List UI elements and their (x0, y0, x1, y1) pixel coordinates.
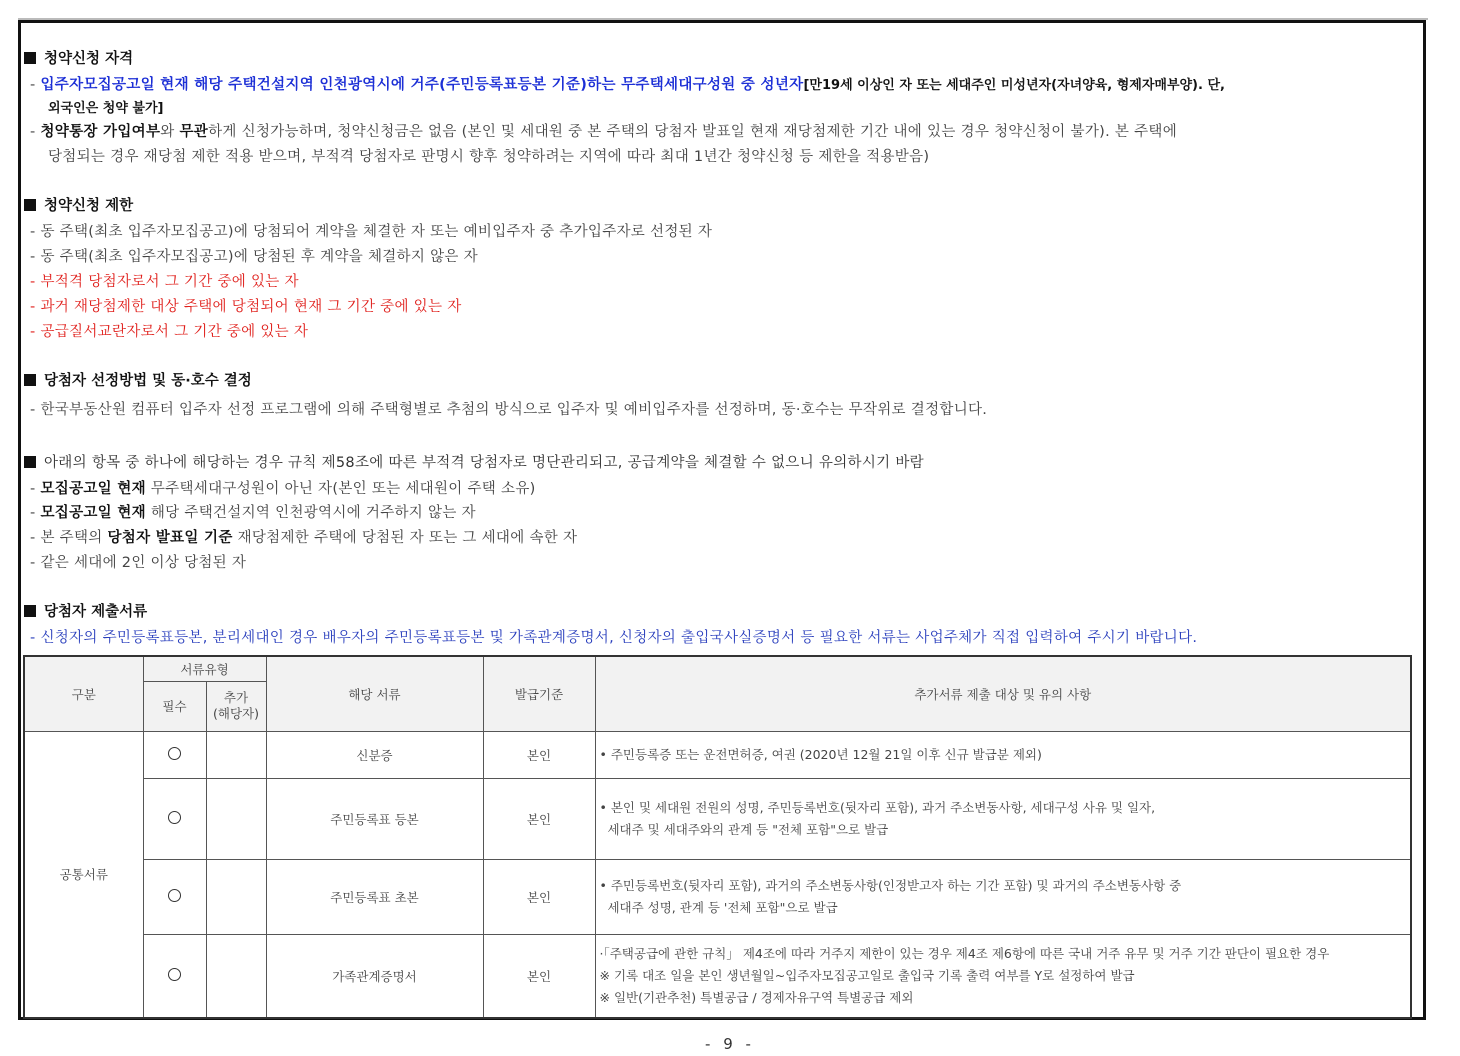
ineligible-item: - 같은 세대에 2인 이상 당첨된 자 (30, 555, 247, 571)
documents-text: - 신청자의 주민등록표등본, 분리세대인 경우 배우자의 주민등록표등본 및 가족관계증명서, 신청자의 출입국사실증명서 등 필요한 서류는 사업주체가 직접 입력하여 주시기 바랍니다. (30, 630, 1198, 646)
required-mark (143, 934, 206, 1018)
square-bullet-icon (24, 374, 36, 386)
circle-mark-icon (168, 889, 181, 902)
square-bullet-icon (24, 456, 36, 468)
documents-heading: 당첨자 제출서류 (24, 600, 147, 621)
header-additional: 추가 (해당자) (206, 681, 266, 731)
restriction-item: - 동 주택(최초 입주자모집공고)에 당첨되어 계약을 체결한 자 또는 예비입주자 중 추가입주자로 선정된 자 (30, 224, 713, 240)
header-notes: 추가서류 제출 대상 및 유의 사항 (595, 656, 1411, 731)
additional-cell (206, 778, 266, 859)
qualification-line-2: 외국인은 청약 불가] (48, 101, 164, 116)
issue-basis: 본인 (483, 859, 595, 934)
selection-heading: 당첨자 선정방법 및 동·호수 결정 (24, 369, 252, 390)
additional-cell (206, 934, 266, 1018)
ineligible-heading: 아래의 항목 중 하나에 해당하는 경우 규칙 제58조에 따른 부적격 당첨자로 명단관리되고, 공급계약을 체결할 수 없으니 유의하시기 바람 (24, 451, 924, 472)
group-label: 공통서류 (24, 731, 143, 1018)
circle-mark-icon (168, 968, 181, 981)
ineligible-item: - 모집공고일 현재 무주택세대구성원이 아닌 자(본인 또는 세대원이 주택 소유) (30, 481, 536, 497)
header-document: 해당 서류 (266, 656, 483, 731)
qualification-line-1: - 입주자모집공고일 현재 해당 주택건설지역 인천광역시에 거주(주민등록표등본 기준)하는 무주택세대구성원 중 성년자[만19세 이상인 자 또는 세대주인 미성년자(자녀양육, 형제자매부양). 단, (30, 77, 1225, 93)
ineligible-item: - 모집공고일 현재 해당 주택건설지역 인천광역시에 거주하지 않는 자 (30, 505, 476, 521)
selection-text: - 한국부동산원 컴퓨터 입주자 선정 프로그램에 의해 주택형별로 추첨의 방식으로 입주자 및 예비입주자를 선정하며, 동·호수는 무작위로 결정합니다. (30, 402, 988, 418)
header-required: 필수 (143, 681, 206, 731)
issue-basis: 본인 (483, 778, 595, 859)
required-mark (143, 859, 206, 934)
header-doc-type: 서류유형 (143, 656, 266, 681)
notes-cell: • 주민등록증 또는 운전면허증, 여권 (2020년 12월 21일 이후 신규 발급분 제외) (595, 731, 1411, 778)
square-bullet-icon (24, 52, 36, 64)
header-category: 구분 (24, 656, 143, 731)
additional-cell (206, 731, 266, 778)
page-number: - 9 - (705, 1035, 755, 1053)
issue-basis: 본인 (483, 934, 595, 1018)
qualification-line-3: - 청약통장 가입여부와 무관하게 신청가능하며, 청약신청금은 없음 (본인 및 세대원 중 본 주택의 당첨자 발표일 현재 재당첨제한 기간 내에 있는 경우 청약신청이 불가). 본 주택에 (30, 124, 1178, 140)
document-name: 신분증 (266, 731, 483, 778)
table-row (24, 731, 1411, 778)
restriction-item: - 공급질서교란자로서 그 기간 중에 있는 자 (30, 324, 309, 340)
table-row (24, 934, 1411, 1018)
square-bullet-icon (24, 199, 36, 211)
notes-cell: • 주민등록번호(뒷자리 포함), 과거의 주소변동사항(인정받고자 하는 기간 포함) 및 과거의 주소변동사항 중 세대주 성명, 관계 등 '전체 포함"으로 발급 (595, 859, 1411, 934)
table-row (24, 859, 1411, 934)
document-name: 주민등록표 초본 (266, 859, 483, 934)
qualification-line-4: 당첨되는 경우 재당첨 제한 적용 받으며, 부적격 당첨자로 판명시 향후 청약하려는 지역에 따라 최대 1년간 청약신청 등 제한을 적용받음) (48, 149, 930, 165)
restriction-item: - 과거 재당첨제한 대상 주택에 당첨되어 현재 그 기간 중에 있는 자 (30, 299, 462, 315)
required-mark (143, 778, 206, 859)
issue-basis: 본인 (483, 731, 595, 778)
document-name: 가족관계증명서 (266, 934, 483, 1018)
documents-table (23, 655, 1412, 1019)
circle-mark-icon (168, 811, 181, 824)
circle-mark-icon (168, 747, 181, 760)
restriction-heading: 청약신청 제한 (24, 194, 133, 215)
ineligible-item: - 본 주택의 당첨자 발표일 기준 재당첨제한 주택에 당첨된 자 또는 그 세대에 속한 자 (30, 530, 578, 546)
document-name: 주민등록표 등본 (266, 778, 483, 859)
notes-cell: • 본인 및 세대원 전원의 성명, 주민등록번호(뒷자리 포함), 과거 주소변동사항, 세대구성 사유 및 일자, 세대주 및 세대주와의 관계 등 "전체 포함"으로 발급 (595, 778, 1411, 859)
additional-cell (206, 859, 266, 934)
required-mark (143, 731, 206, 778)
notes-cell: ·「주택공급에 관한 규칙」 제4조에 따라 거주지 제한이 있는 경우 제4조 제6항에 따른 국내 거주 유무 및 거주 기간 판단이 필요한 경우 ※ 기록 대조 일을 본인 생년월일~입주자모집공고일로 출입국 기록 출력 여부를 Y로 설정하여 발급 ※ 일반(기관추천) 특별공급 / 경제자유구역 특별공급 제외 (595, 934, 1411, 1018)
restriction-item: - 동 주택(최초 입주자모집공고)에 당첨된 후 계약을 체결하지 않은 자 (30, 249, 478, 265)
header-issue-basis: 발급기준 (483, 656, 595, 731)
restriction-item: - 부적격 당첨자로서 그 기간 중에 있는 자 (30, 274, 299, 290)
qualification-heading: 청약신청 자격 (24, 47, 133, 68)
square-bullet-icon (24, 605, 36, 617)
table-row (24, 778, 1411, 859)
